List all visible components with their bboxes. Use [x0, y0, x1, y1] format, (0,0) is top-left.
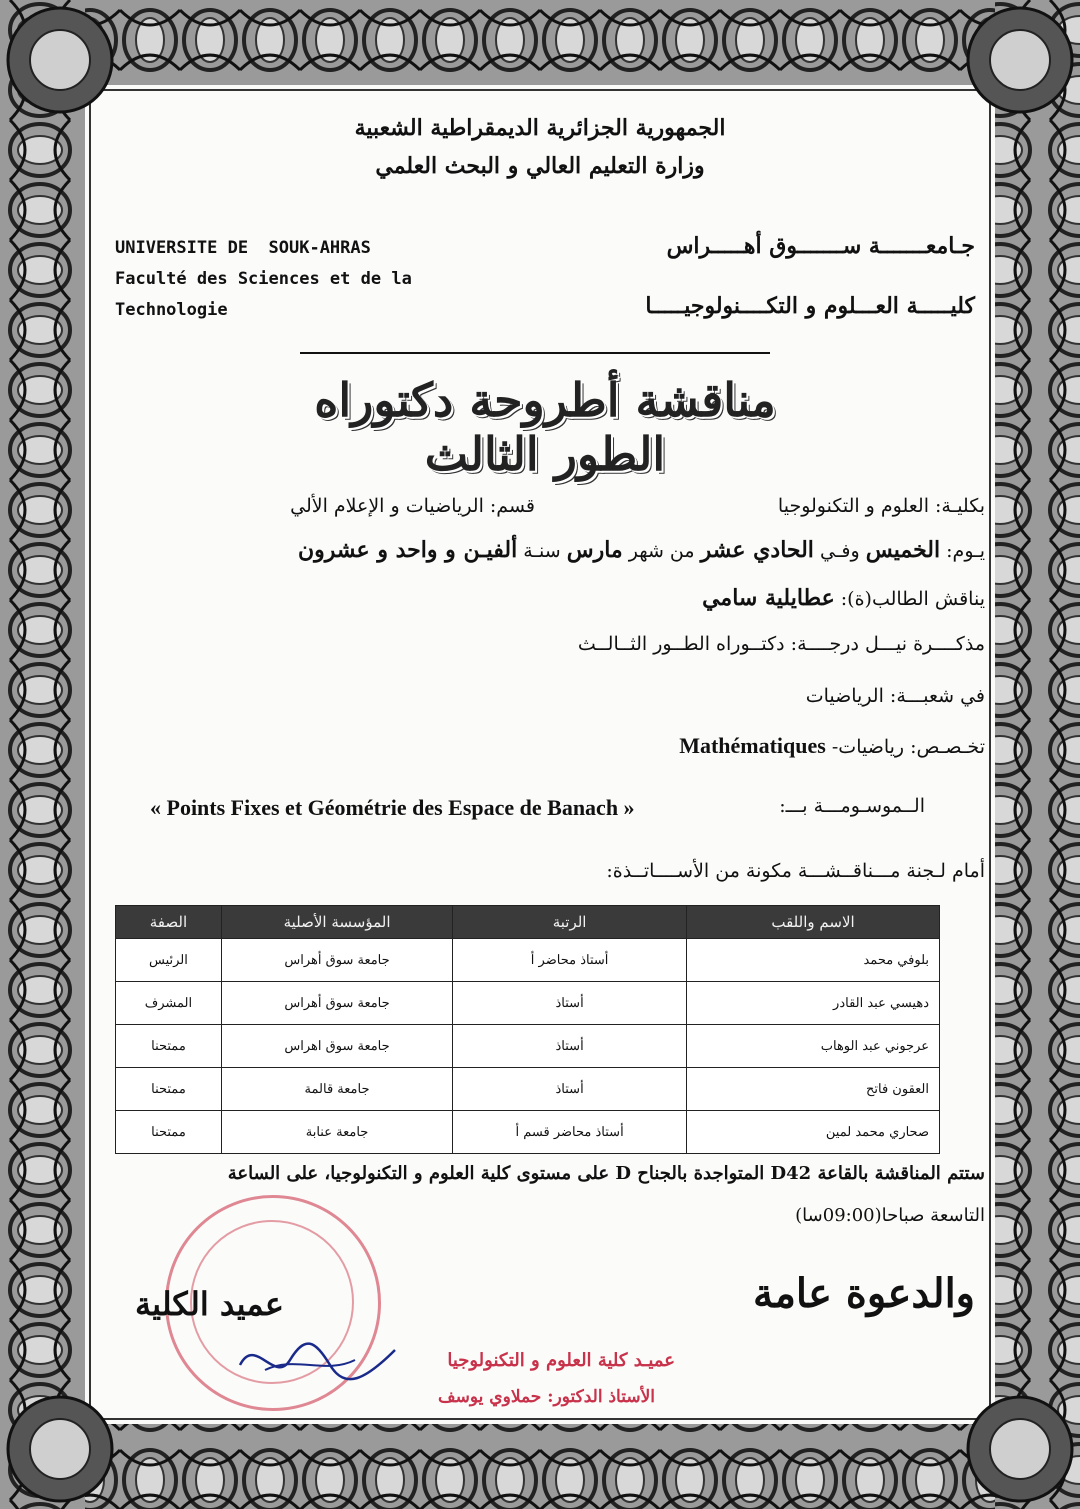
student-name: عطايلية سامي [702, 585, 835, 611]
member-role: المشرف [116, 982, 222, 1025]
header-institution: المؤسسة الأصلية [221, 906, 452, 939]
invitation-text: والدعوة عامة [753, 1270, 975, 1317]
table-row [116, 982, 940, 1025]
member-institution: جامعة سوق اهراس [221, 1025, 452, 1068]
member-rank: أستاذ [453, 982, 687, 1025]
member-role: الرئيس [116, 939, 222, 982]
member-institution: جامعة سوق أهراس [221, 939, 452, 982]
member-rank: أستاذ محاضر قسم أ [453, 1111, 687, 1154]
member-institution: جامعة سوق أهراس [221, 982, 452, 1025]
stamp-name: الأستاذ الدكتور: حملاوي يوسف [438, 1387, 655, 1407]
ministry-header: وزارة التعليم العالي و البحث العلمي [375, 153, 705, 179]
header-rank: الرتبة [453, 906, 687, 939]
branch-line [806, 685, 985, 707]
thesis-title: « Points Fixes et Géométrie des Espace de Banach » [150, 795, 635, 820]
year-value: ألفيـن و واحد و عشرون [298, 537, 518, 563]
member-institution: جامعة قالمة [221, 1068, 452, 1111]
month-prefix: من شهر [628, 540, 695, 562]
student-line [702, 585, 985, 611]
faculty-arabic: كليـــــة العـــلوم و التكــــنولوجيـــــا [645, 293, 975, 319]
date-mid: وفـي [819, 540, 860, 562]
header-name: الاسم واللقب [687, 906, 940, 939]
month-value: مارس [566, 537, 623, 563]
certificate-body [95, 95, 985, 1415]
member-institution: جامعة عنابة [221, 1111, 452, 1154]
branch-value: الرياضيات [805, 685, 884, 707]
table-row [116, 939, 940, 982]
university-fr-line3: Technologie [115, 300, 228, 320]
member-name: صحاري محمد لمين [687, 1111, 940, 1154]
member-name: عرجوني عبد الوهاب [687, 1025, 940, 1068]
venue-line2: التاسعة صباحا(09:00سا) [795, 1205, 985, 1226]
university-fr-line1: UNIVERSITE DE SOUK-AHRAS [115, 238, 371, 258]
date-line [298, 537, 985, 563]
committee-intro: أمام لـجنة مـــناقــشـــة مكونة من الأســــاتــذة: [606, 860, 985, 882]
table-header-row [116, 906, 940, 939]
table-row [116, 1025, 940, 1068]
document-title: مناقشة أطروحة دكتوراه الطور الثالث [314, 373, 776, 481]
table-row [116, 1111, 940, 1154]
venue-line1: ستتم المناقشة بالقاعة D42 المتواجدة بالجناح D على مستوى كلية العلوم و التكنولوجيا، على الساعة [227, 1163, 985, 1184]
specialty-french: Mathématiques [679, 733, 826, 758]
member-role: ممتحنا [116, 1068, 222, 1111]
member-rank: أستاذ [453, 1068, 687, 1111]
member-name: دهيسي عبد القادر [687, 982, 940, 1025]
member-role: ممتحنا [116, 1111, 222, 1154]
signature-scribble [235, 1330, 405, 1390]
dean-signature-label: عميد الكلية [135, 1285, 284, 1323]
divider-line [300, 352, 770, 354]
university-french-block [115, 233, 412, 326]
republic-header: الجمهورية الجزائرية الديمقراطية الشعبية [354, 115, 726, 141]
department-line: قسم: الرياضيات و الإعلام الألي [290, 495, 535, 517]
member-rank: أستاذ محاضر أ [453, 939, 687, 982]
faculty-line: بكليـة: العلوم و التكنولوجيا [777, 495, 985, 517]
degree-line: مذكــــرة نيـــل درجــــة: دكتــوراه الطــور الثــالــث [577, 633, 985, 655]
member-rank: أستاذ [453, 1025, 687, 1068]
day-number: الحادي عشر [700, 537, 814, 563]
member-name: العقون فاتح [687, 1068, 940, 1111]
branch-prefix: في شعبـــة: [889, 685, 985, 707]
university-arabic: جـامعـــــــة ســـــــوق أهـــــراس [666, 233, 975, 259]
committee-table [115, 905, 940, 1154]
titled-prefix: الــموسـومـــة بـــ: [779, 795, 925, 817]
member-role: ممتحنا [116, 1025, 222, 1068]
member-name: بلوفي محمد [687, 939, 940, 982]
student-prefix: يناقش الطالب(ة): [840, 588, 985, 610]
day-prefix: يـوم: [946, 540, 985, 562]
table-row [116, 1068, 940, 1111]
header-role: الصفة [116, 906, 222, 939]
university-fr-line2: Faculté des Sciences et de la [115, 269, 412, 289]
specialty-line [679, 733, 985, 759]
stamp-title: عميـد كلية العلوم و التكنولوجيا [447, 1350, 675, 1371]
day-value: الخميس [865, 537, 941, 563]
year-prefix: سنـة [523, 540, 561, 562]
specialty-prefix: تخـصـص: رياضيات- [831, 736, 985, 758]
